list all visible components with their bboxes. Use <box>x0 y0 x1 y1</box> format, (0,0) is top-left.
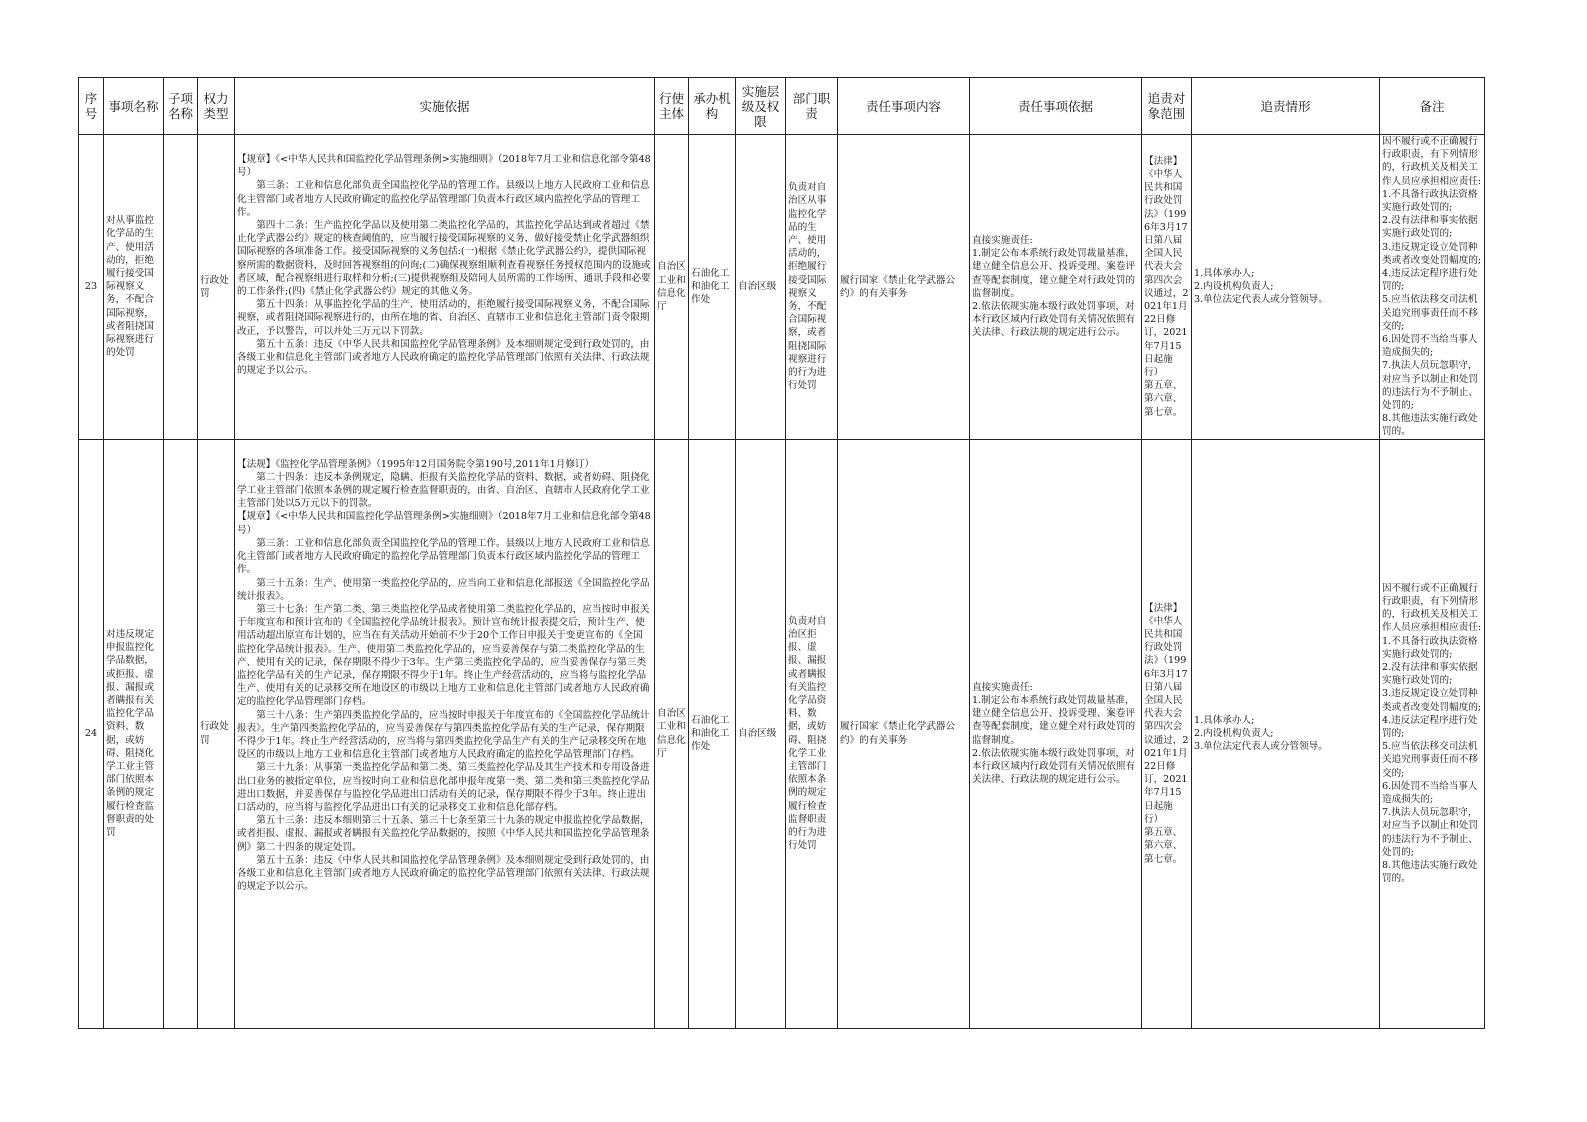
row-sub <box>164 439 198 1028</box>
row-scope: 1.具体承办人; 2.内设机构负责人; 3.单位法定代表人或分管领导。 <box>1192 135 1380 440</box>
row-subject: 自治区工业和信息化厅 <box>655 439 689 1028</box>
header-resp-basis: 责任事项依据 <box>970 78 1142 135</box>
row-dept: 履行国家《禁止化学武器公约》的有关事务 <box>838 135 970 440</box>
row-type: 行政处罚 <box>198 439 235 1028</box>
basis-line: 第四十二条：生产监控化学品以及使用第二类监控化学品的，其监控化学品达到或者超过《禁止化学武器公约》规定的核查阈值的，应当履行接受国际视察的义务，做好接受禁止化学武器组织国际视察的各项准备工作。接受国际视察的义务包括:(一)根据《禁止化学武器公约》，提供国际视察所需的数据资料，及时回答视察组的问询;(二)确保视察组顺利查看视察任务授权范围内的设施或者区域，配合视察组进行取样和分析;(三)提供视察组及陪同人员所需的工作场所、通讯手段和必要的工作条件;(四)《禁止化学武器公约》规定的其他义务。 <box>237 220 651 298</box>
basis-line: 第三十九条：从事第一类监控化学品和第二类、第三类监控化学品及其生产技术和专用设备进出口业务的被指定单位，应当按时向工业和信息化部申报年度第一类、第二类和第三类监控化学品进出口数据，并妥善保存与监控化学品进出口活动有关的记录，保存期限不得少于3年。终止进出口活动的，应当将与监控化学品进出口有关的记录移交工业和信息化部存档。 <box>237 762 650 813</box>
header-resp-content: 责任事项内容 <box>838 78 970 135</box>
row-sub <box>164 135 198 440</box>
basis-line: 第五十五条：违反《中华人民共和国监控化学品管理条例》及本细则规定受到行政处罚的，由各级工业和信息化主管部门或者地方人民政府确定的监控化学品管理部门依照有关法律、行政法规的规定予以公示。 <box>237 854 650 893</box>
row-level: 自治区级 <box>736 439 786 1028</box>
header-sub-item: 子项名称 <box>164 78 198 135</box>
basis-line: 第三十五条：生产、使用第一类监控化学品的，应当向工业和信息化部报送《全国监控化学品统计报表》。 <box>237 577 650 602</box>
header-row <box>79 78 1485 135</box>
row-type: 行政处罚 <box>198 135 235 440</box>
row-level: 自治区级 <box>736 135 786 440</box>
row-resp-basis: 【法律】《中华人民共和国行政处罚法》（1996年3月17日第八届全国人民代表大会第四次会议通过，2021年1月22日修订，2021年7月15日起施行） 第五章、第六章、第七章。 <box>1142 135 1192 440</box>
row-org: 石油化工和油化工作处 <box>689 439 736 1028</box>
basis-line: 第二十四条：违反本条例规定，隐瞒、拒报有关监控化学品的资料、数据，或者妨碍、阻挠化学工业主管部门依照本条例的规定履行检查监督职责的，由省、自治区、直辖市人民政府化学工业主管部门处以5万元以下的罚款。 <box>237 471 650 510</box>
basis-line: 第三十八条：生产第四类监控化学品的，应当按时申报关于年度宣布的《全国监控化学品统计报表》。生产第四类监控化学品的，应当妥善保存与第四类监控化学品有关的生产记录，保存期限不得少于1年。终止生产经营活动的，应当将与第四类监控化学品生产有关的生产记录移交所在地设区的市级以上地方工业和信息化主管部门或者地方人民政府确定的监控化学品管理部门存档。 <box>237 709 650 761</box>
row-org: 石油化工和油化工作处 <box>689 135 736 440</box>
basis-line: 第五十五条：违反《中华人民共和国监控化学品管理条例》及本细则规定受到行政处罚的，由各级工业和信息化主管部门或者地方人民政府确定的监控化学品管理部门依照有关法律、行政法规的规定予以公示。 <box>237 338 650 377</box>
row-resp: 直接实施责任: 1.制定公布本系统行政处罚裁量基准，建立健全信息公开、投诉受理、案卷评查等配套制度，建立健全对行政处罚的监督制度。 2.依法依规实施本级行政处罚事项，对本行政区域内行政处罚有关情况依照有关法律、行政法规的规定进行公示。 <box>970 439 1142 1028</box>
header-dept-duty: 部门职责 <box>786 78 838 135</box>
row-seq: 24 <box>79 439 104 1028</box>
basis-line: 第三条：工业和信息化部负责全国监控化学品的管理工作。县级以上地方人民政府工业和信息化主管部门或者地方人民政府确定的监控化学品管理部门负责本行政区域内监控化学品的管理工作。 <box>237 180 650 218</box>
table-row <box>79 135 1485 440</box>
row-dept: 履行国家《禁止化学武器公约》的有关事务 <box>838 439 970 1028</box>
row-basis <box>235 439 655 1028</box>
row-cases: 因不履行或不正确履行行政职责，有下列情形的，行政机关及相关工作人员应承担相应责任: 1.不具备行政执法资格实施行政处罚的; 2.没有法律和事实依据实施行政处罚的; 3.违反规定设立处罚种类或者改变处罚幅度的; 4.违反法定程序进行处罚的; 5.应当依法移交司法机关追究刑事责任而不移交的; 6.因处罚不当给当事人造成损失的; 7.执法人员玩忽职守，对应当予以制止和处罚的违法行为不予制止、处罚的; 8.其他违法实施行政处罚的。 <box>1380 439 1485 1028</box>
basis-line: 【法规】《监控化学品管理条例》（1995年12月国务院令第190号,2011年1月修订） <box>237 458 595 470</box>
table-row <box>79 439 1485 1028</box>
header-level: 实施层级及权限 <box>736 78 786 135</box>
basis-line: 第三十七条：生产第二类、第三类监控化学品或者使用第二类监控化学品的，应当按时申报关于年度宣布和预计宣布的《全国监控化学品统计报表》。预计宣布统计报表提交后，预计生产、使用活动超出原宣布计划的，应当在有关活动开始前不少于20个工作日申报关于变更宣布的《全国监控化学品统计报表》。生产、使用第二类监控化学品的，应当妥善保存与第二类监控化学品的生产、使用有关的记录，保存期限不得少于3年。生产第三类监控化学品的，应当妥善保存与第三类监控化学品有关的生产记录，保存期限不得少于1年。终止生产经营活动的，应当将与监控化学品生产、使用有关的记录移交所在地设区的市级以上地方工业和信息化主管部门或者地方人民政府确定的监控化学品管理部门存档。 <box>237 603 650 708</box>
responsibility-table <box>78 77 1485 1029</box>
row-cases: 因不履行或不正确履行行政职责，有下列情形的，行政机关及相关工作人员应承担相应责任: 1.不具备行政执法资格实施行政处罚的; 2.没有法律和事实依据实施行政处罚的; 3.违反规定设立处罚种类或者改变处罚幅度的; 4.违反法定程序进行处罚的; 5.应当依法移交司法机关追究刑事责任而不移交的; 6.因处罚不当给当事人造成损失的; 7.执法人员玩忽职守，对应当予以制止和处罚的违法行为不予制止、处罚的; 8.其他违法实施行政处罚的。 <box>1380 135 1485 440</box>
row-subject: 自治区工业和信息化厅 <box>655 135 689 440</box>
header-power-type: 权力类型 <box>198 78 235 135</box>
row-seq: 23 <box>79 135 104 440</box>
row-item: 对违反规定申报监控化学品数据，或拒报、虚报、漏报或者瞒报有关监控化学品资料、数据，或妨碍、阻挠化学工业主管部门依照本条例的规定履行检查监督职责的处罚 <box>104 439 164 1028</box>
header-item-name: 事项名称 <box>104 78 164 135</box>
row-item: 对从事监控化学品的生产、使用活动的，拒绝履行接受国际视察义务，不配合国际视察，或者阻挠国际视察进行的处罚 <box>104 135 164 440</box>
row-scope: 1.具体承办人; 2.内设机构负责人; 3.单位法定代表人或分管领导。 <box>1192 439 1380 1028</box>
row-basis <box>235 135 655 440</box>
basis-line: 第三条：工业和信息化部负责全国监控化学品的管理工作。县级以上地方人民政府工业和信息化主管部门或者地方人民政府确定的监控化学品管理部门负责本行政区域内监控化学品的管理工作。 <box>237 537 650 576</box>
basis-line: 【规章】《<中华人民共和国监控化学品管理条例>实施细则》（2018年7月工业和信息化部令第48号） <box>237 511 651 536</box>
header-seq: 序号 <box>79 78 104 135</box>
row-resp-basis: 【法律】《中华人民共和国行政处罚法》（1996年3月17日第八届全国人民代表大会第四次会议通过，2021年1月22日修订，2021年7月15日起施行） 第五章、第六章、第七章。 <box>1142 439 1192 1028</box>
header-org: 承办机构 <box>689 78 736 135</box>
header-scope: 追责对象范围 <box>1142 78 1192 135</box>
row-duty: 负责对自治区拒报、虚报、漏报或者瞒报有关监控化学品资料、数据，或妨碍、阻挠化学工业主管部门依照本条例的规定履行检查监督职责的行为进行处罚 <box>786 439 838 1028</box>
header-basis: 实施依据 <box>235 78 655 135</box>
basis-line: 【规章】《<中华人民共和国监控化学品管理条例>实施细则》（2018年7月工业和信息化部令第48号） <box>237 154 651 179</box>
basis-line: 第五十四条：从事监控化学品的生产、使用活动的，拒绝履行接受国际视察义务，不配合国际视察，或者阻挠国际视察进行的，由所在地的省、自治区、直辖市工业和信息化主管部门责令限期改正，予以警告，可以并处三万元以下罚款。 <box>237 299 650 337</box>
header-cases: 追责情形 <box>1192 78 1380 135</box>
basis-line: 第五十三条：违反本细则第三十五条、第三十七条至第三十九条的规定申报监控化学品数据，或者拒报、虚报、漏报或者瞒报有关监控化学品数据的，按照《中华人民共和国监控化学品管理条例》第二十四条的规定处罚。 <box>237 815 650 853</box>
header-note: 备注 <box>1380 78 1485 135</box>
header-subject: 行使主体 <box>655 78 689 135</box>
row-duty: 负责对自治区从事监控化学品的生产、使用活动的，拒绝履行接受国际视察义务，不配合国际视察，或者阻挠国际视察进行的行为进行处罚 <box>786 135 838 440</box>
row-resp: 直接实施责任: 1.制定公布本系统行政处罚裁量基准，建立健全信息公开、投诉受理、案卷评查等配套制度，建立健全对行政处罚的监督制度。 2.依法依规实施本级行政处罚事项，对本行政区域内行政处罚有关情况依照有关法律、行政法规的规定进行公示。 <box>970 135 1142 440</box>
